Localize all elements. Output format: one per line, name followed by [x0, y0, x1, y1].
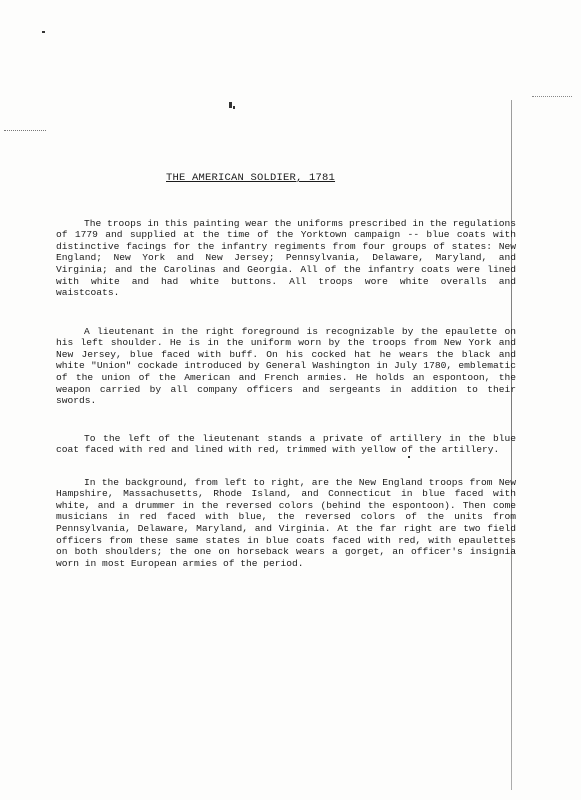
scan-speck [408, 456, 410, 458]
paragraph-uniforms: The troops in this painting wear the uniforms prescribed in the regulations of 1779 and supplied at the time of the Yorktown campaign -- blue coats with distinctive facings for the infantry regiments from four groups of states: New England; New York and New Jersey; Pennsylvania, Delaware, Maryland, and Virginia; and the Carolinas and Georgia. All of the infantry coats were lined with white and had white buttons. All troops wore white overalls and waistcoats. [56, 217, 516, 299]
scan-speck [42, 31, 45, 33]
paragraph-artillery: To the left of the lieutenant stands a private of artillery in the blue coat faced with red and lined with red, trimmed with yellow of the artillery. [56, 432, 516, 456]
scan-artifact-line [4, 130, 46, 132]
scan-artifact-line [532, 96, 572, 98]
document-title: THE AMERICAN SOLDIER, 1781 [166, 172, 336, 184]
scan-speck [229, 102, 232, 108]
paragraph-background: In the background, from left to right, are the New England troops from New Hampshire, Massachusetts, Rhode Island, and Connecticut in blue faced with white, and a drummer in the reversed colors (behind the espontoon). Then come musicians in red faced with blue, the reversed colors of the units from Pennsylvania, Delaware, Maryland, and Virginia. At the far right are two field officers from these same states in blue coats faced with red, with epaulettes on both shoulders; the one on horseback wears a gorget, an officer's insignia worn in most European armies of the period. [56, 476, 516, 569]
scan-speck [233, 106, 235, 109]
paragraph-lieutenant: A lieutenant in the right foreground is recognizable by the epaulette on his left shoulder. He is in the uniform worn by the troops from New York and New Jersey, blue faced with buff. On his cocked hat he wears the black and white "Union" cockade introduced by General Washington in July 1780, emblematic of the union of the American and French armies. He holds an espontoon, the weapon carried by all company officers and sergeants in addition to their swords. [56, 325, 516, 407]
